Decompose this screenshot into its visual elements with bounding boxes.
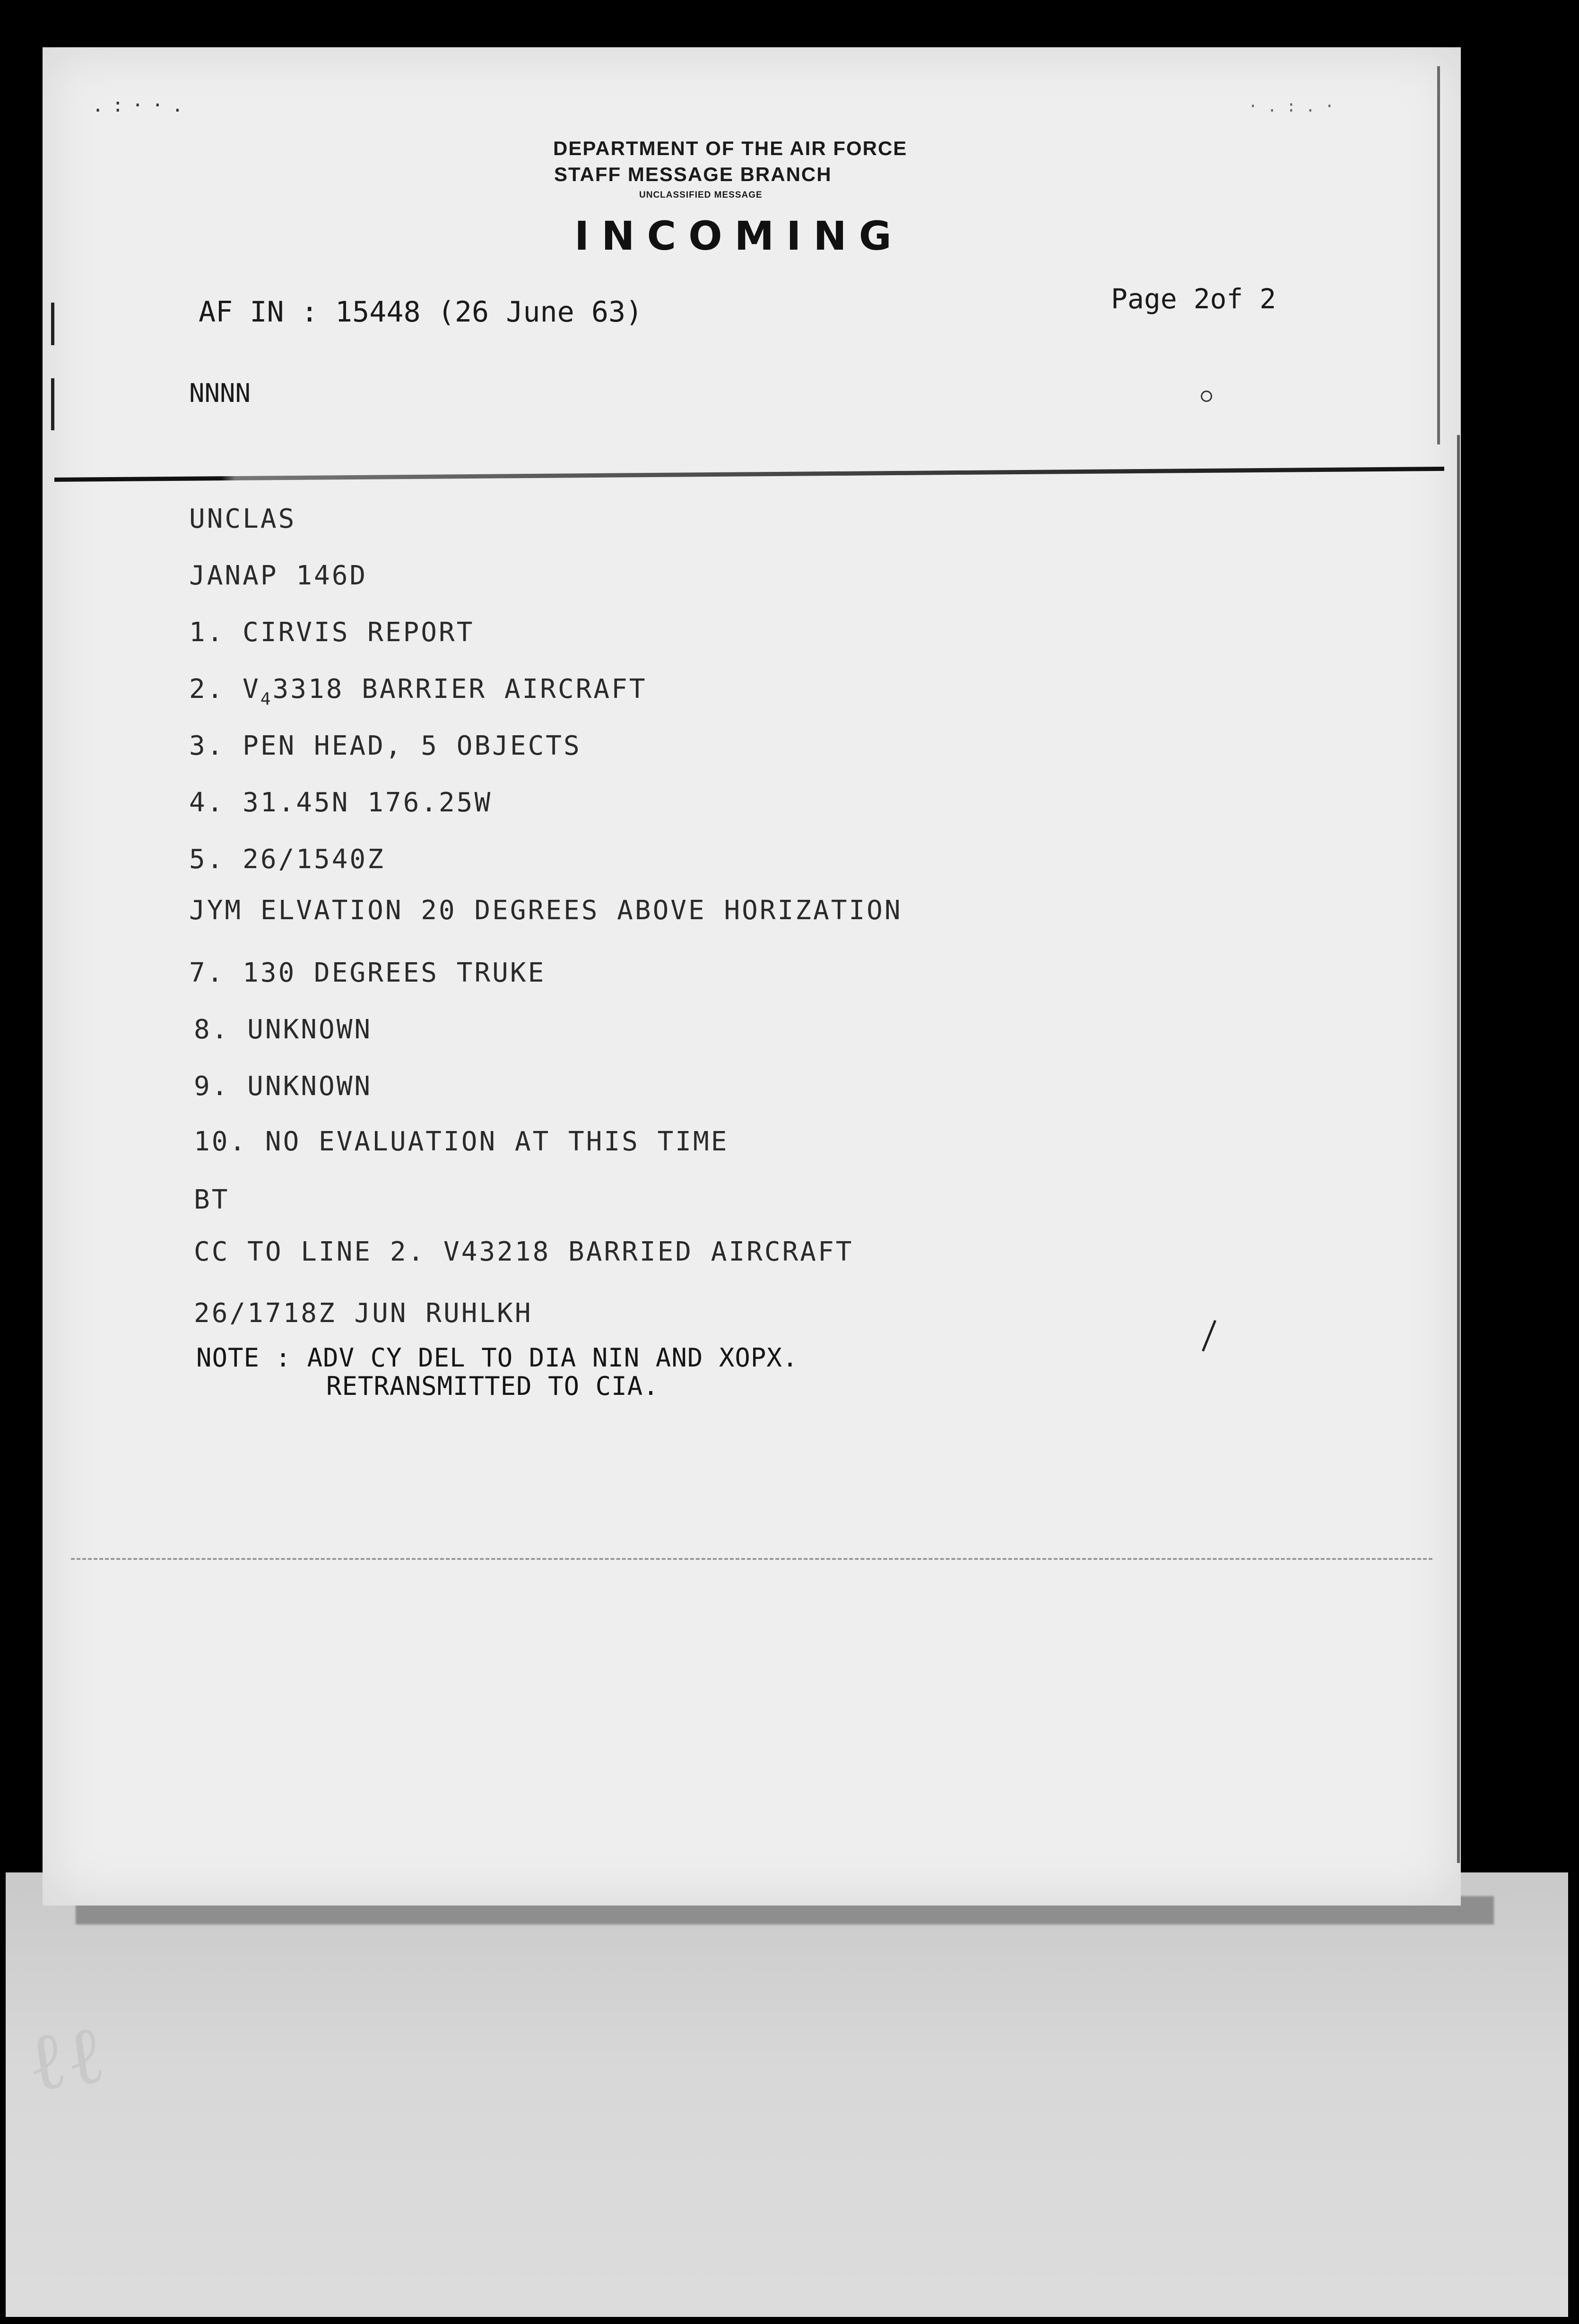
paper-edge — [1437, 66, 1440, 444]
classification-heading: UNCLASSIFIED MESSAGE — [639, 190, 763, 200]
handwritten-mark: ℓℓ — [21, 2007, 111, 2111]
message-line: 1. CIRVIS REPORT — [189, 617, 475, 648]
routing-indicator: NNNN — [189, 378, 251, 408]
page-title: INCOMING — [574, 213, 904, 259]
message-line — [189, 674, 647, 709]
page-number: Page 2of 2 — [1111, 283, 1276, 315]
message-line: 5. 26/1540Z — [189, 844, 385, 875]
message-line: 8. UNKNOWN — [194, 1014, 373, 1045]
message-classification: UNCLAS — [189, 504, 296, 534]
message-line: 3. PEN HEAD, 5 OBJECTS — [189, 731, 581, 761]
message-dtg: 26/1718Z JUN RUHLKH — [194, 1298, 533, 1329]
note-line: NOTE : ADV CY DEL TO DIA NIN AND XOPX. — [196, 1343, 798, 1373]
margin-mark — [51, 378, 54, 430]
message-line-prefix: 2. V — [189, 674, 260, 705]
note-line: RETRANSMITTED TO CIA. — [326, 1371, 659, 1401]
af-in-reference: AF IN : 15448 (26 June 63) — [199, 296, 643, 329]
message-line: 4. 31.45N 176.25W — [189, 787, 493, 818]
scan-background — [6, 1872, 1568, 2317]
message-correction: CC TO LINE 2. V43218 BARRIED AIRCRAFT — [194, 1236, 854, 1267]
circle-mark-icon — [1201, 391, 1212, 402]
paper-edge — [1457, 435, 1460, 1863]
message-line-rest: 3318 BARRIER AIRCRAFT — [272, 674, 647, 705]
message-line: 9. UNKNOWN — [194, 1071, 373, 1102]
message-line: JYM ELVATION 20 DEGREES ABOVE HORIZATION — [189, 895, 902, 926]
message-publication: JANAP 146D — [189, 560, 368, 591]
message-line: 10. NO EVALUATION AT THIS TIME — [194, 1126, 729, 1157]
message-line: 7. 130 DEGREES TRUKE — [189, 957, 546, 988]
scan-specks: .:··. — [92, 95, 192, 116]
message-line-subscript: 4 — [260, 689, 273, 709]
margin-mark — [51, 303, 54, 345]
message-break: BT — [194, 1184, 230, 1215]
scan-specks: ·.:.· — [1248, 97, 1344, 116]
branch-heading: STAFF MESSAGE BRANCH — [554, 163, 832, 185]
footer-divider — [71, 1558, 1432, 1560]
department-heading: DEPARTMENT OF THE AIR FORCE — [553, 137, 908, 159]
